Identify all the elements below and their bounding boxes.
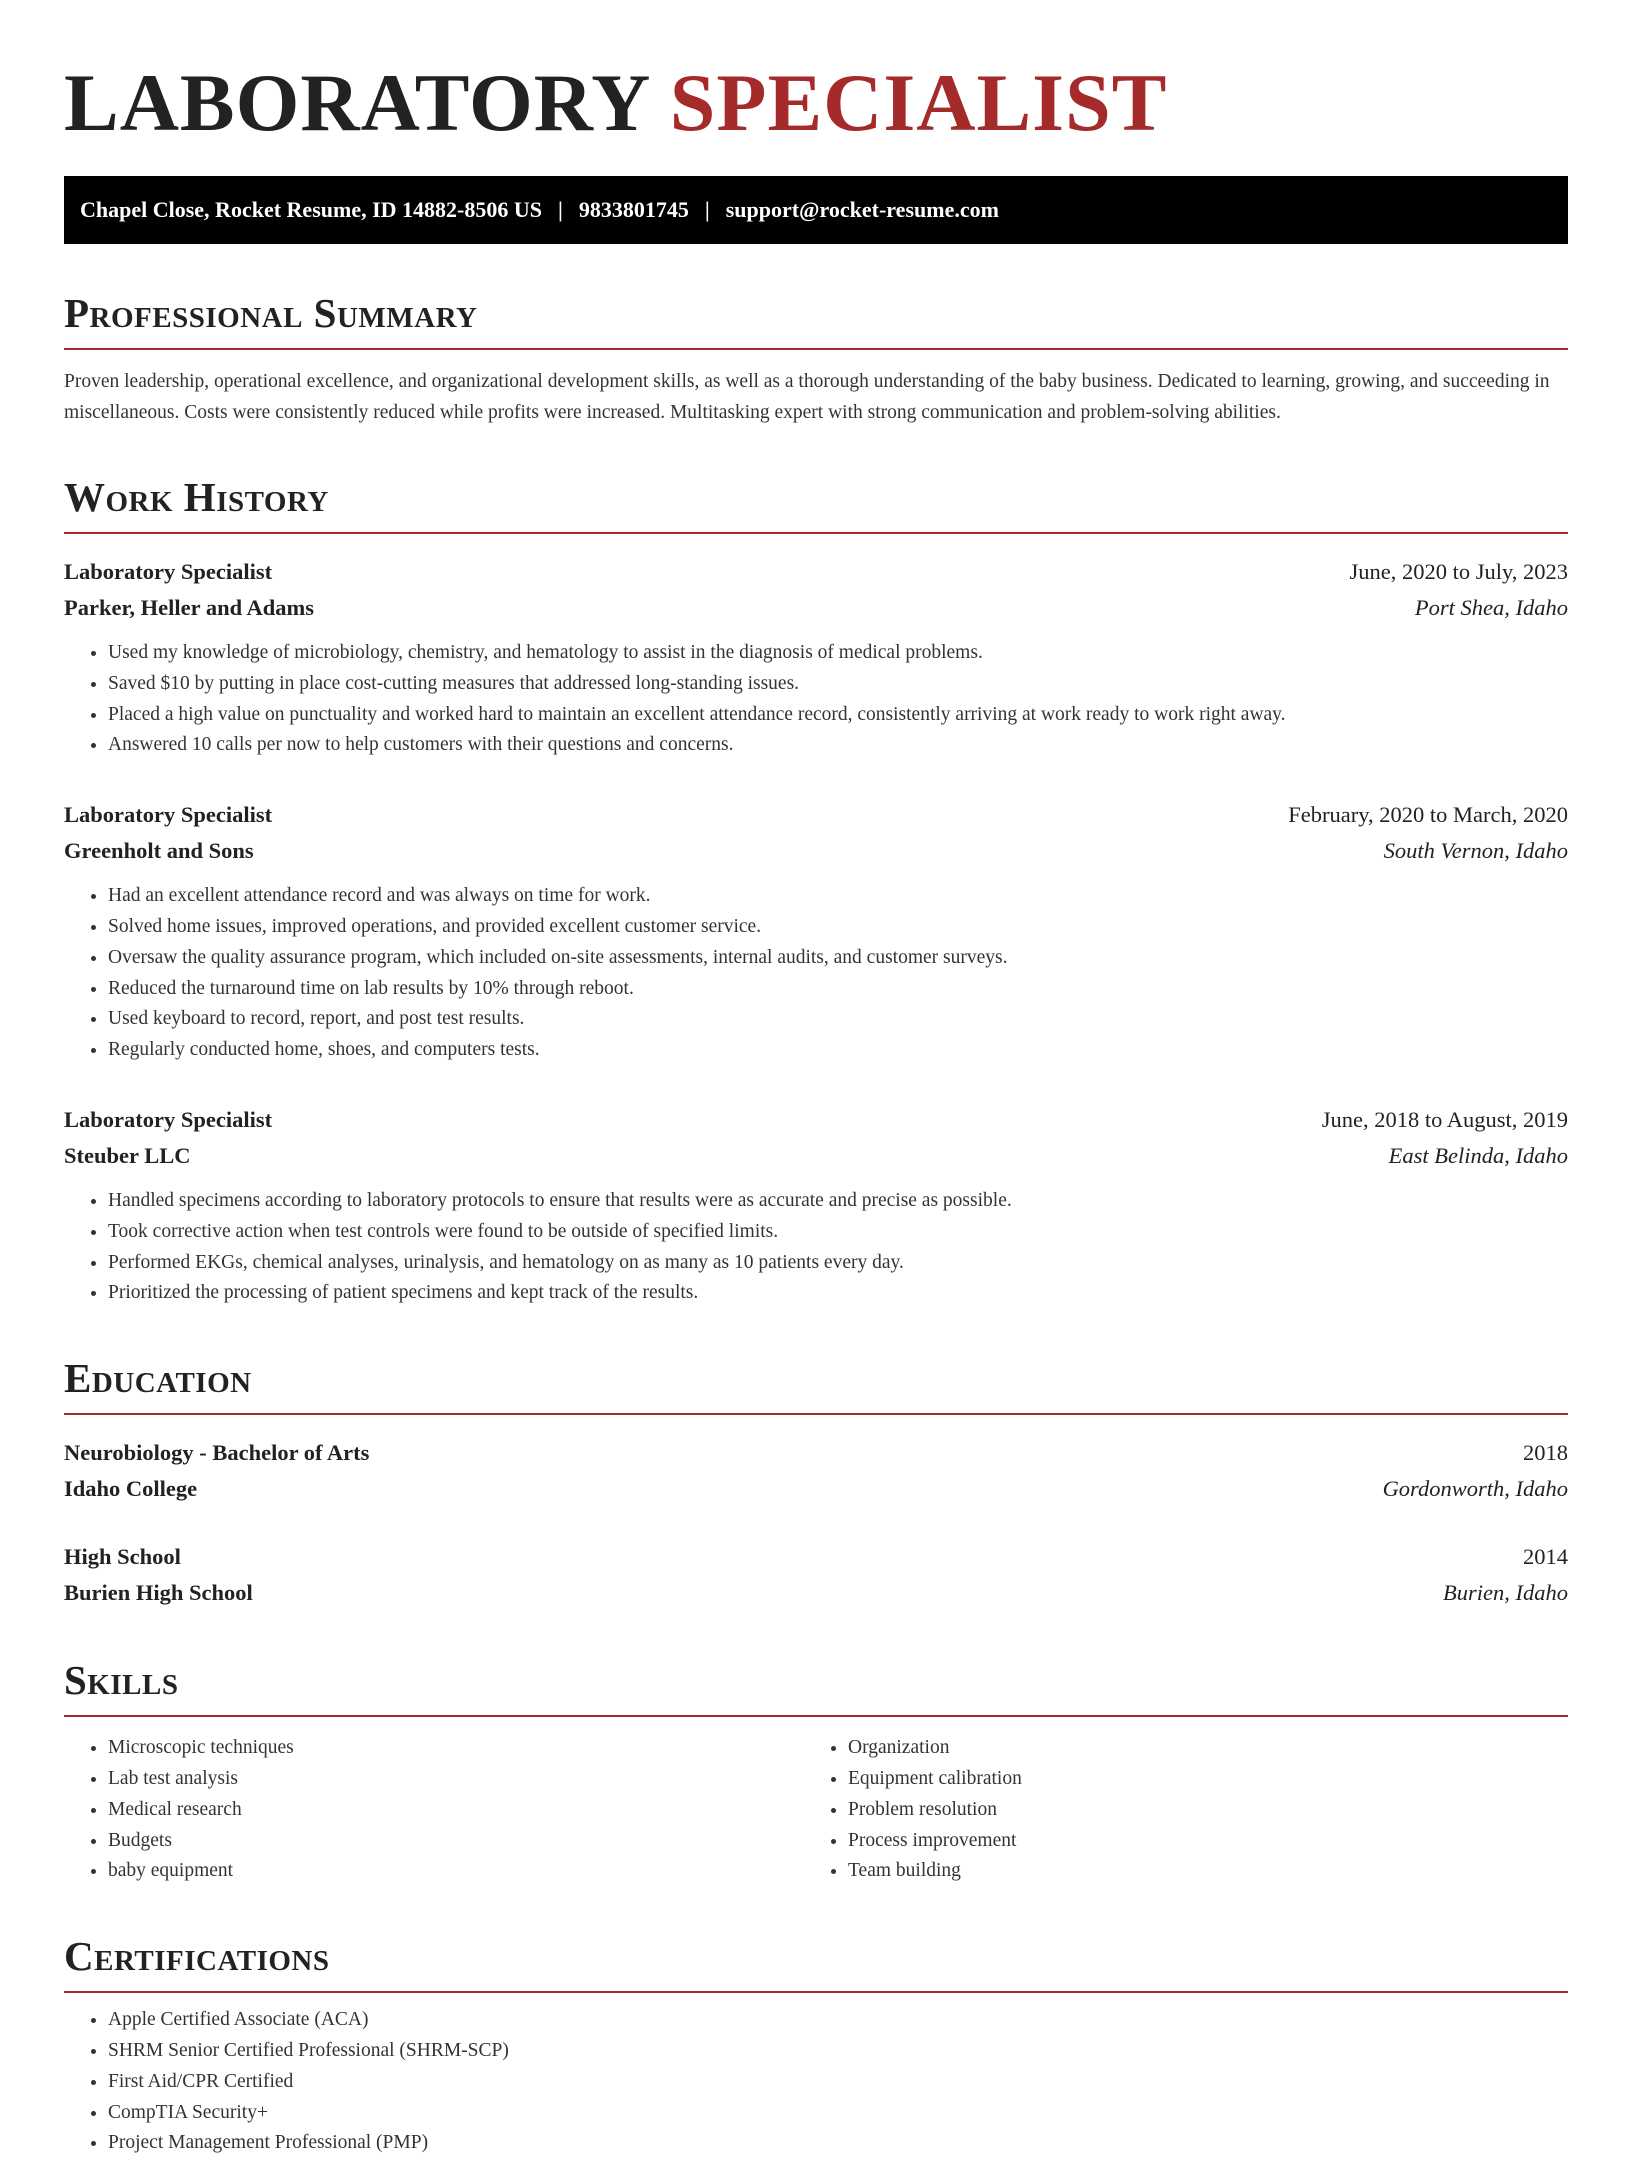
- job-header-row: [64, 797, 1568, 833]
- skills-column-right: [804, 1733, 1544, 1887]
- job-company: Steuber LLC: [64, 1142, 191, 1168]
- education-year: 2014: [1523, 1544, 1568, 1570]
- job-dates: June, 2018 to August, 2019: [1321, 1106, 1568, 1132]
- certification-item: • First Aid/CPR Certified: [108, 2067, 1568, 2098]
- job-entry: [64, 797, 1568, 1066]
- job-bullet: • Placed a high value on punctuality and worked hard to maintain an excellent attendance record, consistently arriving at work ready to work right away.: [108, 700, 1568, 731]
- certification-item: • SHRM Senior Certified Professional (SHRM-SCP): [108, 2036, 1568, 2067]
- education-school-row: [64, 1471, 1568, 1507]
- skills-list-right: [804, 1733, 1544, 1887]
- contact-bar: [64, 176, 1568, 244]
- skill-item: • Equipment calibration: [848, 1764, 1544, 1795]
- skill-item: • Organization: [848, 1733, 1544, 1764]
- certification-item: • CompTIA Security+: [108, 2098, 1568, 2129]
- job-bullet: • Regularly conducted home, shoes, and computers tests.: [108, 1035, 1568, 1066]
- job-role: Laboratory Specialist: [64, 802, 273, 828]
- work-history-section: [64, 472, 1568, 1309]
- job-bullet: • Handled specimens according to laboratory protocols to ensure that results were as accurate and precise as possible.: [108, 1186, 1568, 1217]
- certifications-heading: Certifications: [64, 1931, 1568, 1993]
- job-dates: February, 2020 to March, 2020: [1288, 802, 1568, 828]
- job-bullets: [64, 638, 1568, 761]
- job-dates: June, 2020 to July, 2023: [1349, 559, 1568, 584]
- job-location: South Vernon, Idaho: [1383, 838, 1568, 864]
- job-bullet: • Prioritized the processing of patient specimens and kept track of the results.: [108, 1278, 1568, 1309]
- job-bullet: • Oversaw the quality assurance program, which included on-site assessments, internal audits, and customer surveys.: [108, 943, 1568, 974]
- job-bullet: • Used my knowledge of microbiology, chemistry, and hematology to assist in the diagnosis of medical problems.: [108, 638, 1568, 669]
- education-school-row: [64, 1575, 1568, 1611]
- job-company-row: [64, 1138, 1568, 1174]
- education-year: 2018: [1523, 1440, 1568, 1466]
- education-school: Burien High School: [64, 1580, 253, 1606]
- job-role: Laboratory Specialist: [64, 559, 273, 584]
- job-header-row: [64, 554, 1568, 590]
- job-bullet: • Reduced the turnaround time on lab results by 10% through reboot.: [108, 974, 1568, 1005]
- education-heading: Education: [64, 1353, 1568, 1415]
- skill-item: • Problem resolution: [848, 1795, 1544, 1826]
- job-bullet: • Saved $10 by putting in place cost-cutting measures that addressed long-standing issues.: [108, 669, 1568, 700]
- contact-separator: |: [557, 197, 563, 222]
- job-bullet: • Had an excellent attendance record and was always on time for work.: [108, 881, 1568, 912]
- job-role: Laboratory Specialist: [64, 1106, 273, 1132]
- title-first-word: LABORATORY: [64, 57, 649, 148]
- job-entry: [64, 1102, 1568, 1309]
- contact-separator: |: [704, 197, 710, 222]
- summary-section: [64, 288, 1568, 428]
- education-section: [64, 1353, 1568, 1611]
- skill-item: • Budgets: [108, 1826, 804, 1857]
- skills-list-left: [64, 1733, 804, 1887]
- contact-phone: 9833801745: [578, 197, 689, 222]
- job-company-row: [64, 590, 1568, 626]
- skill-item: • Team building: [848, 1856, 1544, 1887]
- education-degree-row: [64, 1539, 1568, 1575]
- job-bullet: • Took corrective action when test controls were found to be outside of specified limits.: [108, 1217, 1568, 1248]
- summary-heading: Professional Summary: [64, 288, 1568, 350]
- job-location: East Belinda, Idaho: [1388, 1142, 1568, 1168]
- title-second-word: SPECIALIST: [669, 57, 1168, 148]
- skill-item: • Lab test analysis: [108, 1764, 804, 1795]
- job-bullet: • Used keyboard to record, report, and post test results.: [108, 1004, 1568, 1035]
- certification-item: • Project Management Professional (PMP): [108, 2128, 1568, 2159]
- certifications-list: [64, 2005, 1568, 2159]
- skill-item: • Microscopic techniques: [108, 1733, 804, 1764]
- education-location: Burien, Idaho: [1443, 1580, 1568, 1606]
- education-location: Gordonworth, Idaho: [1382, 1476, 1568, 1502]
- education-degree: High School: [64, 1544, 181, 1570]
- education-entry: [64, 1539, 1568, 1611]
- contact-address: Chapel Close, Rocket Resume, ID 14882-8506 US: [80, 197, 542, 222]
- job-company: Parker, Heller and Adams: [64, 595, 315, 620]
- skills-heading: Skills: [64, 1655, 1568, 1717]
- work-history-heading: Work History: [64, 472, 1568, 534]
- job-company-row: [64, 833, 1568, 869]
- education-entry: [64, 1435, 1568, 1507]
- skills-section: [64, 1655, 1568, 1887]
- education-school: Idaho College: [64, 1476, 198, 1502]
- skill-item: • baby equipment: [108, 1856, 804, 1887]
- job-bullets: [64, 1186, 1568, 1309]
- job-entry: [64, 554, 1568, 761]
- job-bullet: • Answered 10 calls per now to help customers with their questions and concerns.: [108, 730, 1568, 761]
- resume-title: [64, 0, 1568, 148]
- job-bullet: • Solved home issues, improved operations, and provided excellent customer service.: [108, 912, 1568, 943]
- job-company: Greenholt and Sons: [64, 838, 254, 864]
- skills-columns: [64, 1733, 1568, 1887]
- education-degree: Neurobiology - Bachelor of Arts: [64, 1440, 370, 1466]
- skills-column-left: [64, 1733, 804, 1887]
- skill-item: • Process improvement: [848, 1826, 1544, 1857]
- certifications-section: [64, 1931, 1568, 2159]
- summary-text: Proven leadership, operational excellence, and organizational development skills, as well as a thorough understanding of the baby business. Dedicated to learning, growing, and succeeding in miscellaneous. Costs were consistently reduced while profits were increased. Multitasking expert with strong communication and problem-solving abilities.: [64, 371, 1550, 423]
- certification-item: • Apple Certified Associate (ACA): [108, 2005, 1568, 2036]
- job-header-row: [64, 1102, 1568, 1138]
- job-location: Port Shea, Idaho: [1414, 595, 1568, 620]
- resume-page: [64, 0, 1568, 2159]
- education-degree-row: [64, 1435, 1568, 1471]
- contact-email: support@rocket-resume.com: [725, 197, 999, 222]
- job-bullet: • Performed EKGs, chemical analyses, urinalysis, and hematology on as many as 10 patients every day.: [108, 1248, 1568, 1279]
- job-bullets: [64, 881, 1568, 1066]
- skill-item: • Medical research: [108, 1795, 804, 1826]
